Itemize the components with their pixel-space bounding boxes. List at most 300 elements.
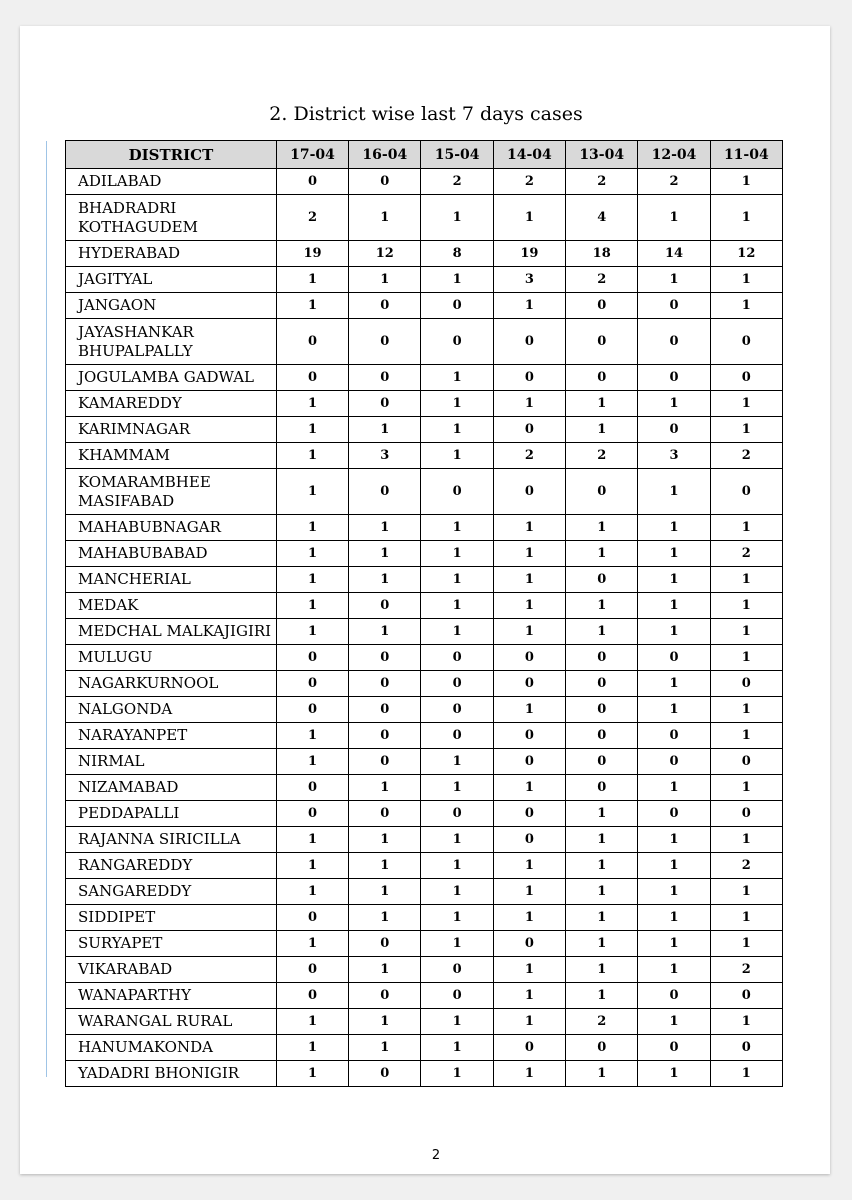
case-count-cell: 2 — [566, 169, 638, 195]
case-count-cell: 8 — [421, 241, 493, 267]
case-count-cell: 1 — [421, 879, 493, 905]
district-name-cell: NIRMAL — [66, 749, 277, 775]
case-count-cell: 0 — [349, 365, 421, 391]
case-count-cell: 0 — [638, 983, 710, 1009]
case-count-cell: 0 — [349, 723, 421, 749]
case-count-cell: 0 — [421, 319, 493, 365]
case-count-cell: 0 — [349, 1061, 421, 1087]
district-name-cell: RANGAREDDY — [66, 853, 277, 879]
table-row — [66, 827, 783, 853]
case-count-cell: 1 — [349, 515, 421, 541]
column-header-date: 11-04 — [710, 141, 782, 169]
case-count-cell: 1 — [638, 391, 710, 417]
column-header-date: 13-04 — [566, 141, 638, 169]
case-count-cell: 0 — [276, 645, 348, 671]
table-row — [66, 515, 783, 541]
table-header-row — [66, 141, 783, 169]
case-count-cell: 1 — [638, 671, 710, 697]
case-count-cell: 1 — [493, 567, 565, 593]
case-count-cell: 0 — [566, 775, 638, 801]
case-count-cell: 18 — [566, 241, 638, 267]
case-count-cell: 1 — [566, 801, 638, 827]
district-name-cell: MAHABUBNAGAR — [66, 515, 277, 541]
case-count-cell: 1 — [421, 749, 493, 775]
case-count-cell: 1 — [349, 195, 421, 241]
case-count-cell: 0 — [638, 801, 710, 827]
district-name-cell: SURYAPET — [66, 931, 277, 957]
case-count-cell: 0 — [493, 1035, 565, 1061]
table-row — [66, 241, 783, 267]
case-count-cell: 0 — [349, 983, 421, 1009]
case-count-cell: 0 — [638, 365, 710, 391]
case-count-cell: 1 — [276, 879, 348, 905]
district-name-cell: MEDAK — [66, 593, 277, 619]
case-count-cell: 1 — [493, 515, 565, 541]
case-count-cell: 1 — [710, 267, 782, 293]
case-count-cell: 0 — [710, 749, 782, 775]
district-name-cell: NAGARKURNOOL — [66, 671, 277, 697]
case-count-cell: 0 — [710, 801, 782, 827]
district-name-cell: PEDDAPALLI — [66, 801, 277, 827]
case-count-cell: 1 — [421, 1061, 493, 1087]
table-row — [66, 1035, 783, 1061]
district-name-cell: YADADRI BHONIGIR — [66, 1061, 277, 1087]
case-count-cell: 1 — [566, 931, 638, 957]
case-count-cell: 0 — [566, 645, 638, 671]
case-count-cell: 0 — [421, 671, 493, 697]
case-count-cell: 0 — [349, 169, 421, 195]
case-count-cell: 3 — [493, 267, 565, 293]
case-count-cell: 1 — [710, 293, 782, 319]
table-row — [66, 169, 783, 195]
table-row — [66, 365, 783, 391]
case-count-cell: 0 — [349, 593, 421, 619]
district-name-cell: JOGULAMBA GADWAL — [66, 365, 277, 391]
column-header-date: 14-04 — [493, 141, 565, 169]
table-row — [66, 195, 783, 241]
case-count-cell: 0 — [566, 293, 638, 319]
table-row — [66, 319, 783, 365]
case-count-cell: 1 — [276, 931, 348, 957]
case-count-cell: 1 — [638, 567, 710, 593]
case-count-cell: 0 — [493, 931, 565, 957]
case-count-cell: 1 — [493, 853, 565, 879]
case-count-cell: 1 — [349, 619, 421, 645]
case-count-cell: 1 — [710, 697, 782, 723]
case-count-cell: 1 — [638, 697, 710, 723]
case-count-cell: 1 — [276, 853, 348, 879]
case-count-cell: 2 — [710, 443, 782, 469]
case-count-cell: 0 — [349, 469, 421, 515]
case-count-cell: 1 — [493, 775, 565, 801]
case-count-cell: 1 — [638, 879, 710, 905]
table-row — [66, 619, 783, 645]
case-count-cell: 0 — [276, 319, 348, 365]
case-count-cell: 1 — [276, 469, 348, 515]
case-count-cell: 0 — [421, 697, 493, 723]
case-count-cell: 1 — [638, 931, 710, 957]
table-row — [66, 1009, 783, 1035]
case-count-cell: 1 — [566, 515, 638, 541]
district-name-cell: NALGONDA — [66, 697, 277, 723]
case-count-cell: 1 — [349, 267, 421, 293]
table-row — [66, 775, 783, 801]
case-count-cell: 0 — [493, 801, 565, 827]
table-row — [66, 983, 783, 1009]
case-count-cell: 0 — [710, 1035, 782, 1061]
case-count-cell: 1 — [566, 983, 638, 1009]
case-count-cell: 1 — [566, 417, 638, 443]
case-count-cell: 1 — [421, 391, 493, 417]
case-count-cell: 1 — [349, 417, 421, 443]
case-count-cell: 2 — [276, 195, 348, 241]
case-count-cell: 4 — [566, 195, 638, 241]
case-count-cell: 2 — [710, 957, 782, 983]
district-name-cell: NARAYANPET — [66, 723, 277, 749]
case-count-cell: 0 — [638, 1035, 710, 1061]
case-count-cell: 1 — [638, 853, 710, 879]
case-count-cell: 0 — [349, 931, 421, 957]
case-count-cell: 0 — [276, 697, 348, 723]
case-count-cell: 0 — [638, 417, 710, 443]
case-count-cell: 1 — [493, 957, 565, 983]
section-title: 2. District wise last 7 days cases — [269, 103, 583, 125]
case-count-cell: 2 — [566, 443, 638, 469]
district-name-cell: MAHABUBABAD — [66, 541, 277, 567]
table-row — [66, 853, 783, 879]
column-header-date: 15-04 — [421, 141, 493, 169]
case-count-cell: 1 — [710, 879, 782, 905]
case-count-cell: 0 — [276, 671, 348, 697]
table-row — [66, 1061, 783, 1087]
case-count-cell: 0 — [638, 293, 710, 319]
case-count-cell: 0 — [493, 319, 565, 365]
case-count-cell: 0 — [566, 723, 638, 749]
case-count-cell: 1 — [421, 1035, 493, 1061]
case-count-cell: 0 — [493, 723, 565, 749]
case-count-cell: 1 — [638, 775, 710, 801]
case-count-cell: 2 — [566, 1009, 638, 1035]
case-count-cell: 1 — [710, 567, 782, 593]
district-name-cell: JAYASHANKAR BHUPALPALLY — [66, 319, 277, 365]
case-count-cell: 1 — [421, 905, 493, 931]
table-row — [66, 469, 783, 515]
case-count-cell: 12 — [710, 241, 782, 267]
case-count-cell: 0 — [638, 645, 710, 671]
case-count-cell: 0 — [349, 645, 421, 671]
district-name-cell: HYDERABAD — [66, 241, 277, 267]
case-count-cell: 0 — [493, 827, 565, 853]
case-count-cell: 1 — [421, 931, 493, 957]
district-name-cell: WARANGAL RURAL — [66, 1009, 277, 1035]
case-count-cell: 3 — [349, 443, 421, 469]
case-count-cell: 1 — [566, 879, 638, 905]
case-count-cell: 1 — [710, 417, 782, 443]
case-count-cell: 0 — [349, 749, 421, 775]
case-count-cell: 0 — [493, 469, 565, 515]
case-count-cell: 0 — [493, 671, 565, 697]
case-count-cell: 1 — [493, 905, 565, 931]
case-count-cell: 0 — [421, 645, 493, 671]
case-count-cell: 1 — [710, 827, 782, 853]
case-count-cell: 1 — [710, 723, 782, 749]
case-count-cell: 1 — [421, 267, 493, 293]
case-count-cell: 1 — [710, 931, 782, 957]
case-count-cell: 1 — [349, 853, 421, 879]
case-count-cell: 1 — [638, 957, 710, 983]
column-header-district: DISTRICT — [66, 141, 277, 169]
district-name-cell: JANGAON — [66, 293, 277, 319]
case-count-cell: 0 — [566, 671, 638, 697]
case-count-cell: 1 — [276, 1061, 348, 1087]
case-count-cell: 1 — [421, 195, 493, 241]
case-count-cell: 0 — [566, 469, 638, 515]
case-count-cell: 1 — [276, 827, 348, 853]
district-name-cell: JAGITYAL — [66, 267, 277, 293]
case-count-cell: 1 — [638, 515, 710, 541]
case-count-cell: 1 — [349, 827, 421, 853]
case-count-cell: 1 — [566, 905, 638, 931]
table-row — [66, 443, 783, 469]
case-count-cell: 1 — [276, 443, 348, 469]
case-count-cell: 1 — [710, 515, 782, 541]
district-name-cell: KARIMNAGAR — [66, 417, 277, 443]
case-count-cell: 0 — [276, 905, 348, 931]
district-name-cell: WANAPARTHY — [66, 983, 277, 1009]
case-count-cell: 1 — [710, 1009, 782, 1035]
case-count-cell: 0 — [349, 697, 421, 723]
case-count-cell: 1 — [493, 293, 565, 319]
table-row — [66, 879, 783, 905]
case-count-cell: 1 — [710, 169, 782, 195]
case-count-cell: 0 — [493, 417, 565, 443]
district-cases-table — [65, 140, 783, 1087]
case-count-cell: 1 — [421, 853, 493, 879]
case-count-cell: 1 — [493, 619, 565, 645]
case-count-cell: 1 — [638, 267, 710, 293]
table-row — [66, 267, 783, 293]
district-name-cell: SIDDIPET — [66, 905, 277, 931]
case-count-cell: 1 — [566, 391, 638, 417]
case-count-cell: 0 — [349, 671, 421, 697]
case-count-cell: 1 — [493, 1009, 565, 1035]
district-name-cell: KHAMMAM — [66, 443, 277, 469]
case-count-cell: 0 — [276, 169, 348, 195]
case-count-cell: 1 — [276, 293, 348, 319]
case-count-cell: 1 — [276, 749, 348, 775]
case-count-cell: 0 — [421, 983, 493, 1009]
case-count-cell: 1 — [566, 593, 638, 619]
case-count-cell: 1 — [349, 905, 421, 931]
table-row — [66, 957, 783, 983]
margin-line — [46, 141, 47, 1077]
case-count-cell: 0 — [566, 697, 638, 723]
case-count-cell: 1 — [421, 365, 493, 391]
case-count-cell: 1 — [421, 567, 493, 593]
case-count-cell: 1 — [493, 195, 565, 241]
case-count-cell: 0 — [710, 671, 782, 697]
case-count-cell: 1 — [493, 593, 565, 619]
case-count-cell: 1 — [421, 1009, 493, 1035]
case-count-cell: 1 — [421, 619, 493, 645]
table-row — [66, 697, 783, 723]
case-count-cell: 0 — [566, 749, 638, 775]
case-count-cell: 1 — [493, 541, 565, 567]
case-count-cell: 2 — [421, 169, 493, 195]
case-count-cell: 0 — [421, 293, 493, 319]
case-count-cell: 2 — [710, 541, 782, 567]
case-count-cell: 1 — [276, 619, 348, 645]
case-count-cell: 1 — [421, 443, 493, 469]
case-count-cell: 1 — [493, 697, 565, 723]
case-count-cell: 0 — [566, 567, 638, 593]
case-count-cell: 0 — [276, 801, 348, 827]
case-count-cell: 0 — [349, 293, 421, 319]
case-count-cell: 1 — [421, 827, 493, 853]
district-name-cell: KAMAREDDY — [66, 391, 277, 417]
case-count-cell: 0 — [566, 319, 638, 365]
case-count-cell: 1 — [566, 853, 638, 879]
page-number: 2 — [431, 1148, 441, 1163]
case-count-cell: 0 — [710, 319, 782, 365]
case-count-cell: 1 — [566, 827, 638, 853]
table-row — [66, 905, 783, 931]
case-count-cell: 1 — [349, 541, 421, 567]
case-count-cell: 19 — [276, 241, 348, 267]
case-count-cell: 1 — [349, 775, 421, 801]
case-count-cell: 0 — [638, 723, 710, 749]
table-row — [66, 749, 783, 775]
case-count-cell: 1 — [421, 541, 493, 567]
case-count-cell: 2 — [566, 267, 638, 293]
case-count-cell: 1 — [638, 541, 710, 567]
table-row — [66, 671, 783, 697]
case-count-cell: 0 — [349, 801, 421, 827]
case-count-cell: 1 — [638, 195, 710, 241]
case-count-cell: 1 — [638, 905, 710, 931]
case-count-cell: 1 — [638, 1009, 710, 1035]
case-count-cell: 1 — [276, 593, 348, 619]
case-count-cell: 0 — [276, 365, 348, 391]
table-row — [66, 723, 783, 749]
case-count-cell: 0 — [349, 391, 421, 417]
case-count-cell: 1 — [276, 1009, 348, 1035]
district-name-cell: SANGAREDDY — [66, 879, 277, 905]
case-count-cell: 1 — [710, 593, 782, 619]
table-row — [66, 593, 783, 619]
case-count-cell: 1 — [493, 983, 565, 1009]
table-row — [66, 931, 783, 957]
case-count-cell: 1 — [349, 1009, 421, 1035]
case-count-cell: 0 — [638, 319, 710, 365]
case-count-cell: 1 — [276, 723, 348, 749]
district-name-cell: KOMARAMBHEE MASIFABAD — [66, 469, 277, 515]
district-name-cell: MULUGU — [66, 645, 277, 671]
case-count-cell: 0 — [710, 469, 782, 515]
case-count-cell: 1 — [349, 567, 421, 593]
case-count-cell: 1 — [710, 619, 782, 645]
case-count-cell: 0 — [421, 801, 493, 827]
case-count-cell: 0 — [421, 469, 493, 515]
table-row — [66, 645, 783, 671]
case-count-cell: 1 — [276, 391, 348, 417]
case-count-cell: 1 — [566, 619, 638, 645]
case-count-cell: 1 — [710, 391, 782, 417]
case-count-cell: 0 — [493, 645, 565, 671]
case-count-cell: 1 — [276, 267, 348, 293]
case-count-cell: 0 — [421, 723, 493, 749]
case-count-cell: 1 — [566, 957, 638, 983]
case-count-cell: 1 — [493, 879, 565, 905]
district-name-cell: NIZAMABAD — [66, 775, 277, 801]
case-count-cell: 1 — [276, 567, 348, 593]
case-count-cell: 1 — [566, 541, 638, 567]
case-count-cell: 2 — [710, 853, 782, 879]
column-header-date: 16-04 — [349, 141, 421, 169]
case-count-cell: 19 — [493, 241, 565, 267]
table-row — [66, 567, 783, 593]
table-row — [66, 417, 783, 443]
case-count-cell: 1 — [710, 1061, 782, 1087]
case-count-cell: 0 — [493, 365, 565, 391]
case-count-cell: 1 — [349, 1035, 421, 1061]
case-count-cell: 0 — [276, 983, 348, 1009]
district-name-cell: VIKARABAD — [66, 957, 277, 983]
case-count-cell: 1 — [638, 619, 710, 645]
case-count-cell: 1 — [710, 195, 782, 241]
table-row — [66, 801, 783, 827]
table-row — [66, 293, 783, 319]
case-count-cell: 1 — [710, 645, 782, 671]
case-count-cell: 1 — [493, 391, 565, 417]
case-count-cell: 2 — [493, 169, 565, 195]
case-count-cell: 0 — [566, 365, 638, 391]
case-count-cell: 0 — [276, 957, 348, 983]
case-count-cell: 0 — [710, 983, 782, 1009]
case-count-cell: 1 — [349, 879, 421, 905]
district-name-cell: HANUMAKONDA — [66, 1035, 277, 1061]
case-count-cell: 12 — [349, 241, 421, 267]
case-count-cell: 0 — [493, 749, 565, 775]
case-count-cell: 2 — [493, 443, 565, 469]
case-count-cell: 0 — [349, 319, 421, 365]
case-count-cell: 1 — [566, 1061, 638, 1087]
case-count-cell: 2 — [638, 169, 710, 195]
case-count-cell: 1 — [710, 905, 782, 931]
case-count-cell: 1 — [276, 541, 348, 567]
case-count-cell: 1 — [421, 515, 493, 541]
case-count-cell: 1 — [349, 957, 421, 983]
case-count-cell: 0 — [710, 365, 782, 391]
district-name-cell: MEDCHAL MALKAJIGIRI — [66, 619, 277, 645]
case-count-cell: 1 — [638, 827, 710, 853]
case-count-cell: 1 — [421, 417, 493, 443]
case-count-cell: 1 — [421, 593, 493, 619]
district-name-cell: BHADRADRI KOTHAGUDEM — [66, 195, 277, 241]
case-count-cell: 0 — [276, 775, 348, 801]
case-count-cell: 1 — [493, 1061, 565, 1087]
case-count-cell: 0 — [566, 1035, 638, 1061]
column-header-date: 12-04 — [638, 141, 710, 169]
case-count-cell: 1 — [710, 775, 782, 801]
case-count-cell: 1 — [276, 515, 348, 541]
case-count-cell: 1 — [638, 469, 710, 515]
case-count-cell: 0 — [421, 957, 493, 983]
table-body — [66, 169, 783, 1087]
table-row — [66, 391, 783, 417]
district-name-cell: RAJANNA SIRICILLA — [66, 827, 277, 853]
district-name-cell: MANCHERIAL — [66, 567, 277, 593]
